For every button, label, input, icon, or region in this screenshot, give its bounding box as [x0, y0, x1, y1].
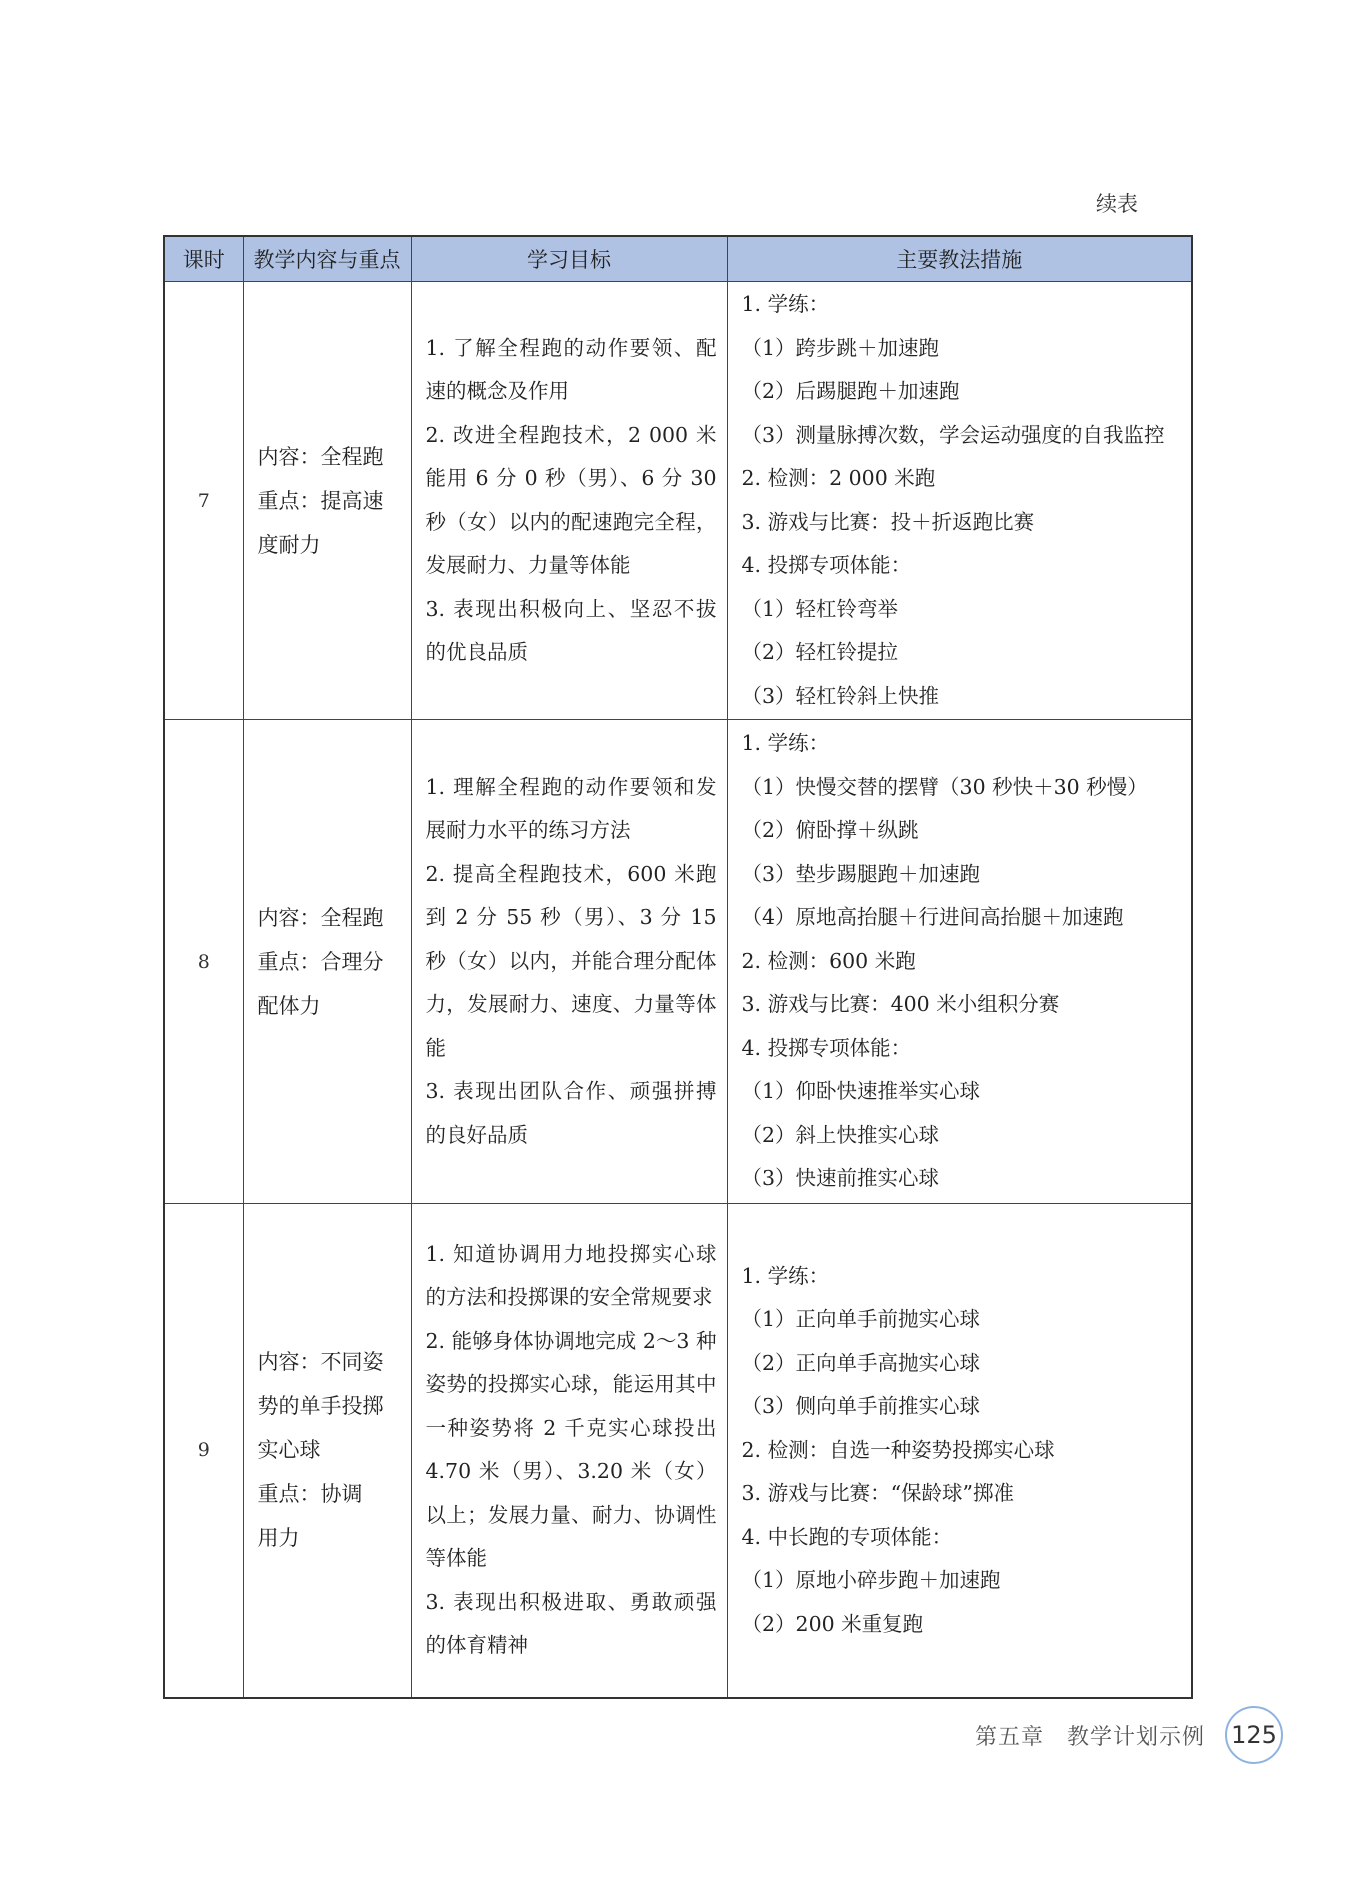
- goal-item: 3. 表现出团队合作、顽强拼搏的良好品质: [425, 1079, 717, 1147]
- method-item: （3）测量脉搏次数，学会运动强度的自我监控: [741, 422, 1165, 447]
- method-item: （1）跨步跳＋加速跑: [741, 335, 940, 360]
- method-item: 4. 投掷专项体能：: [741, 1035, 912, 1060]
- header-content: 教学内容与重点: [243, 236, 411, 282]
- method-item: （4）原地高抬腿＋行进间高抬腿＋加速跑: [741, 905, 1124, 930]
- method-item: （3）快速前推实心球: [741, 1166, 940, 1191]
- header-goals: 学习目标: [411, 236, 727, 282]
- content-line: 势的单手投掷: [257, 1394, 384, 1419]
- goal-item: 1. 理解全程跑的动作要领和发展耐力水平的练习方法: [425, 774, 717, 843]
- goal-item: 1. 了解全程跑的动作要领、配速的概念及作用: [425, 335, 717, 403]
- period-cell: 9: [164, 1204, 243, 1698]
- content-cell: [243, 282, 411, 720]
- content-line: 重点：提高速: [257, 488, 384, 513]
- continued-label: 续表: [1096, 192, 1138, 216]
- methods-cell: [727, 1204, 1192, 1698]
- content-line: 内容：不同姿: [257, 1350, 384, 1375]
- chapter-footer: 第五章 教学计划示例: [975, 1725, 1206, 1750]
- method-item: 3. 游戏与比赛：400 米小组积分赛: [741, 992, 1060, 1017]
- content-line: 用力: [257, 1526, 300, 1551]
- goal-item: 3. 表现出积极向上、坚忍不拔的优良品质: [425, 596, 717, 664]
- method-item: （1）原地小碎步跑＋加速跑: [741, 1568, 1001, 1592]
- goals-cell: [411, 1204, 727, 1698]
- header-period: 课时: [164, 236, 243, 282]
- method-item: （1）正向单手前抛实心球: [741, 1307, 981, 1331]
- method-item: （2）正向单手高抛实心球: [741, 1350, 981, 1375]
- method-item: 1. 学练：: [741, 1263, 830, 1288]
- goal-item: 2. 改进全程跑技术，2 000 米能用 6 分 0 秒（男）、6 分 30 秒（女）以内的配速跑完全程，发展耐力、力量等体能: [425, 422, 717, 577]
- content-cell: [243, 1204, 411, 1698]
- method-item: 1. 学练：: [741, 731, 830, 756]
- method-item: 2. 检测：自选一种姿势投掷实心球: [741, 1437, 1055, 1462]
- method-item: 2. 检测：2 000 米跑: [741, 466, 936, 490]
- method-item: （3）垫步踢腿跑＋加速跑: [741, 861, 981, 886]
- goal-item: 1. 知道协调用力地投掷实心球的方法和投掷课的安全常规要求: [425, 1241, 717, 1310]
- content-cell: [243, 720, 411, 1204]
- content-line: 配体力: [257, 993, 321, 1018]
- content-line: 度耐力: [257, 532, 321, 557]
- header-methods: 主要教法措施: [727, 236, 1192, 282]
- methods-cell: [727, 282, 1192, 720]
- method-item: 3. 游戏与比赛：“保龄球”掷准: [741, 1481, 1015, 1505]
- method-item: （3）侧向单手前推实心球: [741, 1394, 981, 1418]
- method-item: （1）轻杠铃弯举: [741, 596, 899, 621]
- table-row: [164, 1204, 1192, 1698]
- table-header-row: [164, 236, 1192, 282]
- method-item: （2）斜上快推实心球: [741, 1122, 940, 1147]
- page-number: 125: [1225, 1706, 1283, 1764]
- content-line: 实心球: [257, 1438, 321, 1463]
- content-line: 重点：合理分: [257, 949, 384, 974]
- methods-cell: [727, 720, 1192, 1204]
- method-item: 2. 检测：600 米跑: [741, 948, 916, 973]
- table-row: [164, 282, 1192, 720]
- method-item: （3）轻杠铃斜上快推: [741, 683, 940, 708]
- method-item: （1）快慢交替的摆臂（30 秒快＋30 秒慢）: [741, 774, 1148, 799]
- goals-cell: [411, 720, 727, 1204]
- goal-item: 2. 能够身体协调地完成 2～3 种姿势的投掷实心球，能运用其中一种姿势将 2 千克实心球投出 4.70 米（男）、3.20 米（女）以上；发展力量、耐力、协调性等体能: [425, 1328, 717, 1571]
- table-row: [164, 720, 1192, 1204]
- method-item: 4. 投掷专项体能：: [741, 553, 912, 577]
- content-line: 内容：全程跑: [257, 905, 384, 930]
- period-cell: 7: [164, 282, 243, 720]
- method-item: （2）轻杠铃提拉: [741, 640, 899, 664]
- method-item: （1）仰卧快速推举实心球: [741, 1079, 981, 1104]
- method-item: （2）后踢腿跑＋加速跑: [741, 379, 960, 403]
- method-item: （2）200 米重复跑: [741, 1611, 924, 1636]
- method-item: 4. 中长跑的专项体能：: [741, 1524, 953, 1549]
- period-cell: 8: [164, 720, 243, 1204]
- content-line: 内容：全程跑: [257, 444, 384, 469]
- content-line: 重点：协调: [257, 1482, 363, 1507]
- method-item: 3. 游戏与比赛：投＋折返跑比赛: [741, 509, 1035, 534]
- goals-cell: [411, 282, 727, 720]
- teaching-plan-table: [163, 235, 1193, 1699]
- method-item: 1. 学练：: [741, 292, 830, 316]
- goal-item: 2. 提高全程跑技术，600 米跑到 2 分 55 秒（男）、3 分 15 秒（女）以内，并能合理分配体力，发展耐力、速度、力量等体能: [425, 861, 717, 1060]
- goal-item: 3. 表现出积极进取、勇敢顽强的体育精神: [425, 1589, 717, 1658]
- method-item: （2）俯卧撑＋纵跳: [741, 818, 919, 843]
